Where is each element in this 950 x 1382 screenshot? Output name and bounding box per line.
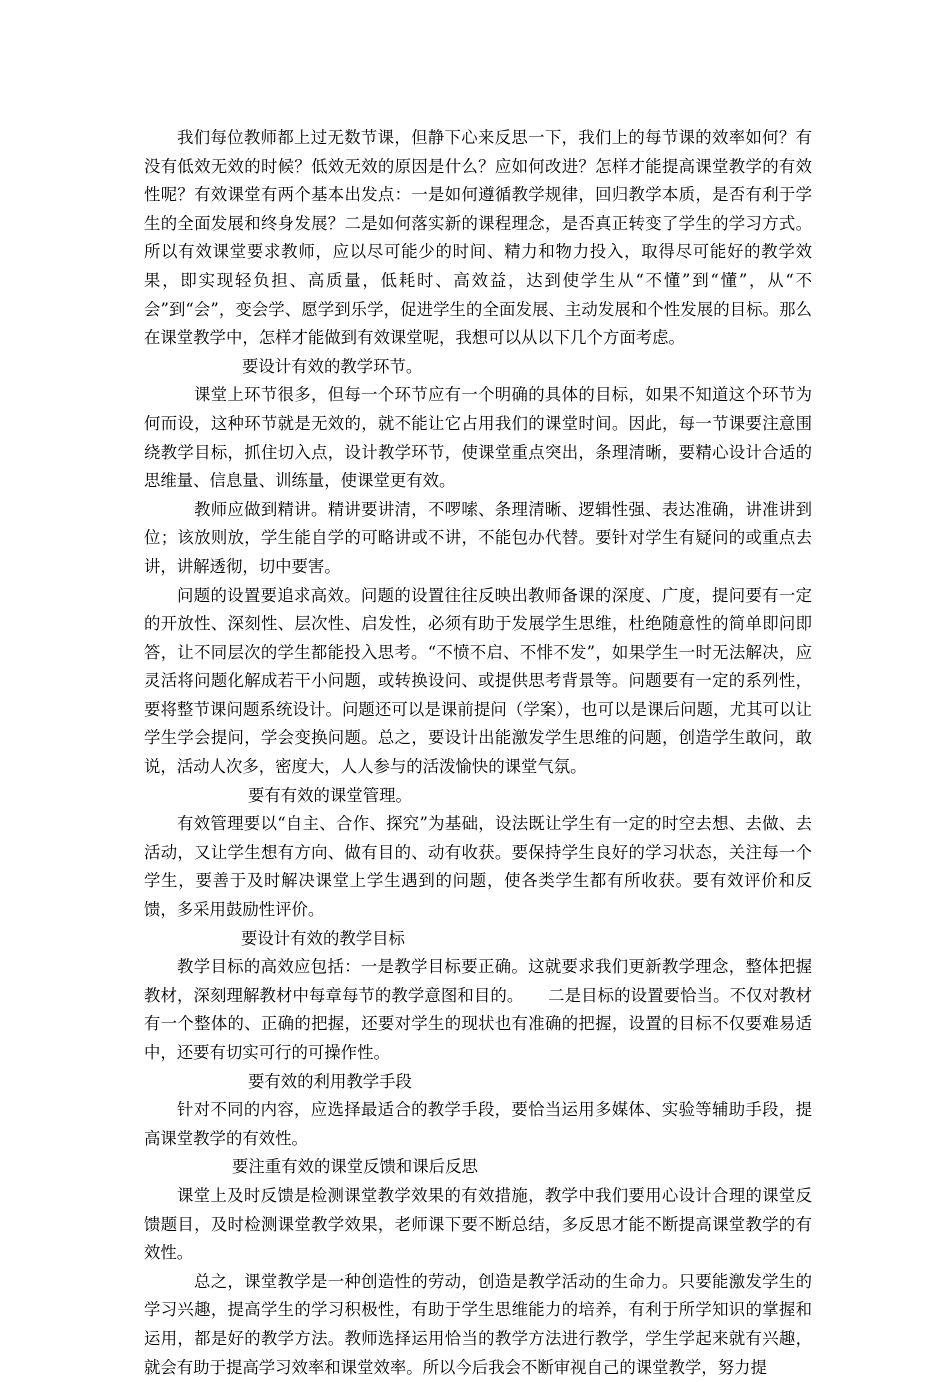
paragraph-precise-teaching: 教师应做到精讲。精讲要讲清，不啰嗦、条理清晰、逻辑性强、表达准确，讲准讲到位；该放则放，学生能自学的可略讲或不讲，不能包办代替。要针对学生有疑问的或重点去讲，讲解透彻，切中要害。 xyxy=(144,499,812,576)
paragraph-teaching-steps: 课堂上环节很多，但每一个环节应有一个明确的具体的目标，如果不知道这个环节为何而设，这种环节就是无效的，就不能让它占用我们的课堂时间。因此，每一节课要注意围绕教学目标，抓住切入点，设计教学环节，使课堂重点突出，条理清晰，要精心设计合适的思维量、信息量、训练量，使课堂更有效。 xyxy=(144,385,812,491)
intro-paragraph: 我们每位教师都上过无数节课，但静下心来反思一下，我们上的每节课的效率如何？有没有低效无效的时候？低效无效的原因是什么？应如何改进？怎样才能提高课堂教学的有效性呢？有效课堂有两个基本出发点：一是如何遵循教学规律，回归教学本质，是否有利于学生的全面发展和终身发展？二是如何落实新的课程理念，是否真正转变了学生的学习方式。所以有效课堂要求教师，应以尽可能少的时间、精力和物力投入，取得尽可能好的教学效果，即实现轻负担、高质量，低耗时、高效益，达到使学生从“不懂”到“懂”，从“不会”到“会”，变会学、愿学到乐学，促进学生的全面发展、主动发展和个性发展的目标。那么在课堂教学中，怎样才能做到有效课堂呢，我想可以从以下几个方面考虑。 xyxy=(144,128,812,348)
section-heading-teaching-steps: 要设计有效的教学环节。 xyxy=(242,356,423,376)
conclusion-paragraph: 总之，课堂教学是一种创造性的劳动，创造是教学活动的生命力。只要能激发学生的学习兴趣，提高学生的学习积极性，有助于学生思维能力的培养，有利于所学知识的掌握和运用，都是好的教学方法。教师选择运用恰当的教学方法进行教学，学生学起来就有兴趣，就会有助于提高学习效率和课堂效率。所以今后我会不断审视自己的课堂教学，努力提 xyxy=(144,1271,812,1377)
section-heading-feedback-reflection: 要注重有效的课堂反馈和课后反思 xyxy=(232,1157,478,1177)
section-heading-teaching-means: 要有效的利用教学手段 xyxy=(248,1071,412,1091)
paragraph-teaching-objectives: 教学目标的高效应包括：一是教学目标要正确。这就要求我们更新教学理念，整体把握教材，深刻理解教材中每章每节的教学意图和目的。 二是目标的设置要恰当。不仅对教材有一个整体的、正确的把握，还要对学生的现状也有准确的把握，设置的目标不仅要难易适中，还要有切实可行的可操作性。 xyxy=(144,957,812,1062)
document-body xyxy=(144,124,812,1382)
paragraph-teaching-means: 针对不同的内容，应选择最适合的教学手段，要恰当运用多媒体、实验等辅助手段，提高课堂教学的有效性。 xyxy=(144,1100,812,1148)
paragraph-classroom-management: 有效管理要以“自主、合作、探究”为基础，设法既让学生有一定的时空去想、去做、去活动，又让学生想有方向、做有目的、动有收获。要保持学生良好的学习状态，关注每一个学生，要善于及时解决课堂上学生遇到的问题，使各类学生都有所收获。要有效评价和反馈，多采用鼓励性评价。 xyxy=(144,814,812,920)
paragraph-feedback-reflection: 课堂上及时反馈是检测课堂教学效果的有效措施，教学中我们要用心设计合理的课堂反馈题目，及时检测课堂教学效果，老师课下要不断总结，多反思才能不断提高课堂教学的有效性。 xyxy=(144,1185,812,1263)
section-heading-teaching-objectives: 要设计有效的教学目标 xyxy=(241,928,405,948)
paragraph-question-design: 问题的设置要追求高效。问题的设置往往反映出教师备课的深度、广度，提问要有一定的开放性、深刻性、层次性、启发性，必须有助于发展学生思维，杜绝随意性的简单即问即答，让不同层次的学生都能投入思考。“不愤不启、不悱不发”，如果学生一时无法解决，应灵活将问题化解成若干小问题，或转换设问、或提供思考背景等。问题要有一定的系列性，要将整节课问题系统设计。问题还可以是课前提问（学案），也可以是课后问题，尤其可以让学生学会提问，学会变换问题。总之，要设计出能激发学生思维的问题，创造学生敢问，敢说，活动人次多，密度大，人人参与的活泼愉快的课堂气氛。 xyxy=(144,585,812,777)
section-heading-classroom-management: 要有有效的课堂管理。 xyxy=(248,785,412,805)
